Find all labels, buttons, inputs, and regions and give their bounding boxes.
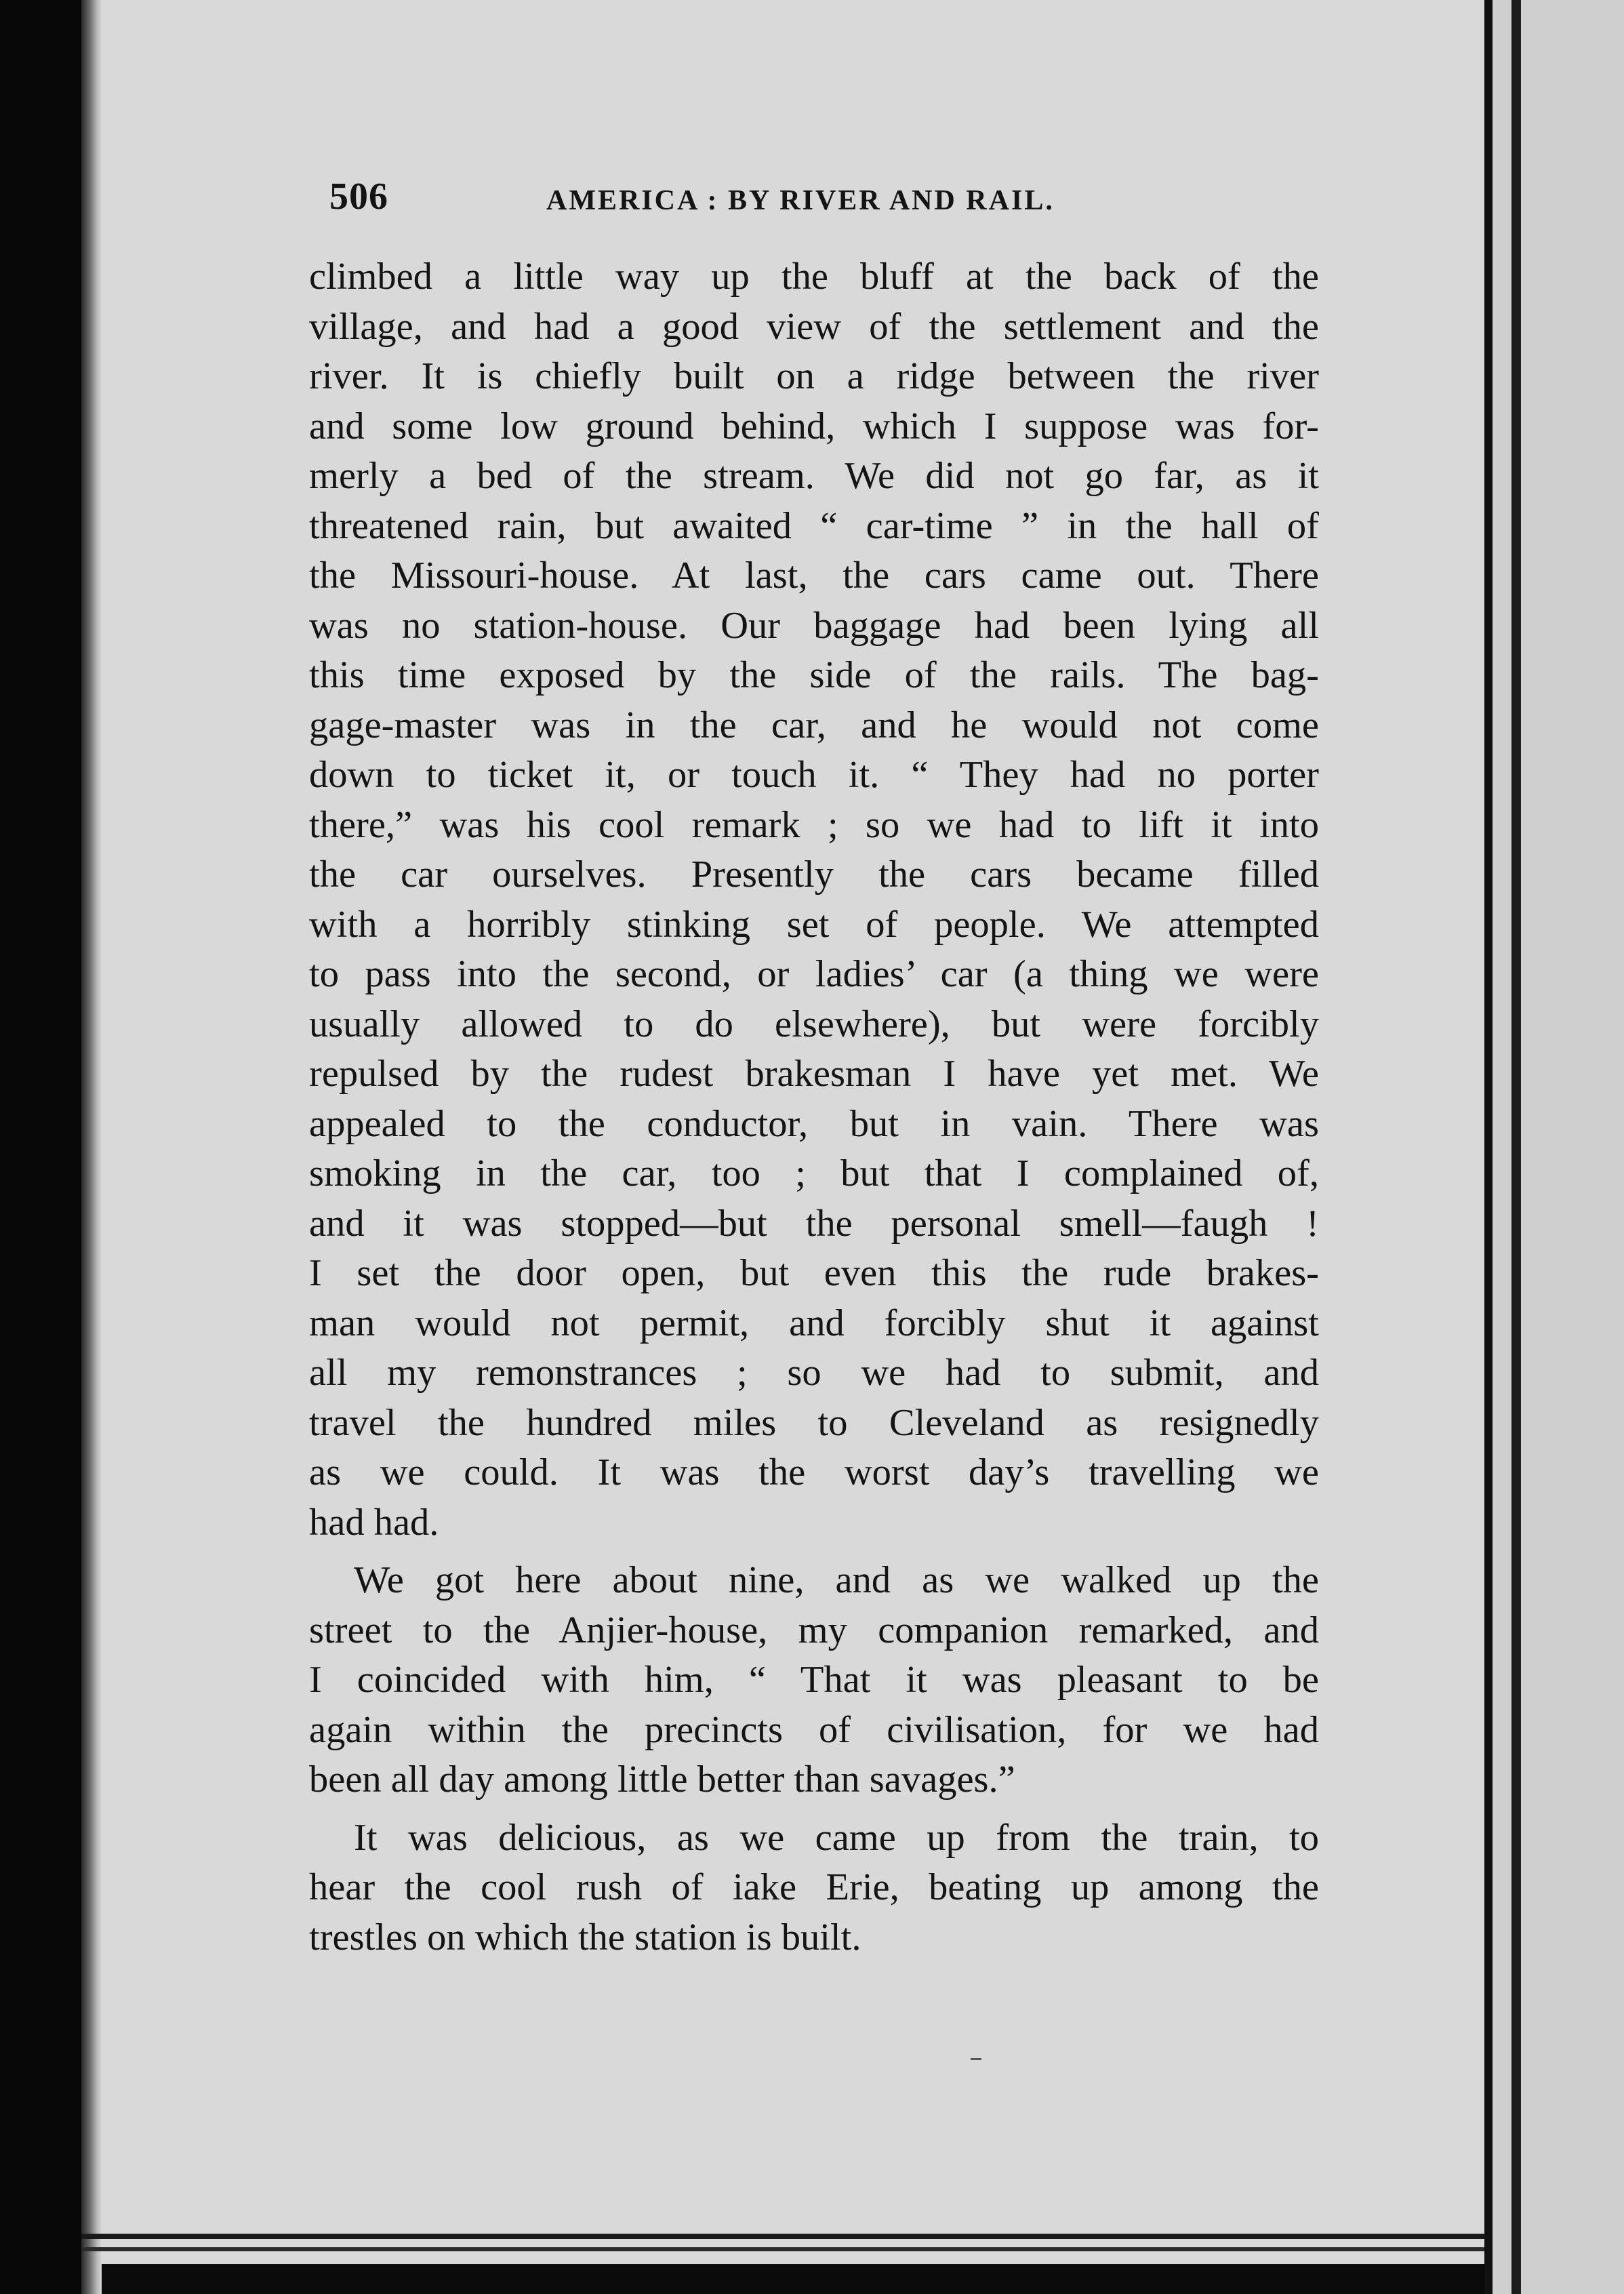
page-number: 506 bbox=[329, 176, 388, 218]
text-line: was no station-house. Our baggage had been lying all bbox=[309, 604, 1319, 647]
text-line: and it was stopped—but the personal smell—faugh ! bbox=[309, 1202, 1319, 1245]
page-edge-bottom bbox=[81, 2234, 1498, 2239]
text-line: usually allowed to do elsewhere), but were forcibly bbox=[309, 1003, 1319, 1045]
text-line: smoking in the car, too ; but that I complained of, bbox=[309, 1152, 1319, 1194]
text-line: appealed to the conductor, but in vain. There was bbox=[309, 1102, 1319, 1145]
text-line: merly a bed of the stream. We did not go far, as it bbox=[309, 455, 1319, 497]
text-line: hear the cool rush of iake Erie, beating up among the bbox=[309, 1866, 1319, 1908]
text-line: repulsed by the rudest brakesman I have yet met. We bbox=[309, 1053, 1319, 1095]
text-line: the car ourselves. Presently the cars became filled bbox=[309, 853, 1319, 896]
paragraph-gap bbox=[309, 1805, 1319, 1813]
text-line: man would not permit, and forcibly shut it against bbox=[309, 1302, 1319, 1344]
paragraph bbox=[309, 1813, 1319, 1963]
text-line: down to ticket it, or touch it. “ They had no porter bbox=[309, 754, 1319, 796]
text-line: and some low ground behind, which I suppose was for- bbox=[309, 405, 1319, 447]
facing-page-rule bbox=[1511, 0, 1521, 2294]
text-line: It was delicious, as we came up from the train, to bbox=[354, 1816, 1319, 1859]
text-line: river. It is chiefly built on a ridge between the river bbox=[309, 355, 1319, 397]
paragraph-gap bbox=[309, 1548, 1319, 1556]
text-line: this time exposed by the side of the rails. The bag- bbox=[309, 654, 1319, 696]
text-line: climbed a little way up the bluff at the back of the bbox=[309, 256, 1319, 298]
text-line: street to the Anjier-house, my companion remarked, and bbox=[309, 1609, 1319, 1651]
text-line: to pass into the second, or ladies’ car (a thing we were bbox=[309, 953, 1319, 995]
print-mark bbox=[971, 2058, 981, 2060]
text-line: I set the door open, but even this the rude brakes- bbox=[309, 1252, 1319, 1294]
text-line: the Missouri-house. At last, the cars came out. There bbox=[309, 555, 1319, 597]
text-line: with a horribly stinking set of people. We attempted bbox=[309, 903, 1319, 946]
text-line: as we could. It was the worst day’s travelling we bbox=[309, 1451, 1319, 1493]
text-line: threatened rain, but awaited “ car-time ” in the hall of bbox=[309, 504, 1319, 547]
running-title: AMERICA : BY RIVER AND RAIL. bbox=[546, 185, 1055, 216]
text-line: gage-master was in the car, and he would not come bbox=[309, 704, 1319, 746]
text-line: again within the precincts of civilisation, for we had bbox=[309, 1708, 1319, 1751]
text-line: trestles on which the station is built. bbox=[309, 1916, 861, 1958]
text-line: I coincided with him, “ That it was pleasant to be bbox=[309, 1659, 1319, 1701]
body-text bbox=[309, 252, 1319, 1963]
text-line: We got here about nine, and as we walked up the bbox=[354, 1559, 1319, 1601]
book-spine-shadow bbox=[81, 0, 102, 2294]
text-line: travel the hundred miles to Cleveland as resignedly bbox=[309, 1401, 1319, 1444]
text-line: there,” was his cool remark ; so we had to lift it into bbox=[309, 803, 1319, 846]
text-line: all my remonstrances ; so we had to submit, and bbox=[309, 1352, 1319, 1394]
page-edge-bottom-second bbox=[81, 2247, 1498, 2251]
paragraph bbox=[309, 252, 1319, 1548]
text-line: been all day among little better than savages.” bbox=[309, 1758, 1015, 1800]
running-head bbox=[329, 175, 1109, 229]
text-line: had had. bbox=[309, 1501, 439, 1544]
page-gutter-rule bbox=[1484, 0, 1493, 2294]
text-line: village, and had a good view of the settlement and the bbox=[309, 305, 1319, 348]
scan-border-left bbox=[0, 0, 81, 2294]
paragraph bbox=[309, 1556, 1319, 1805]
